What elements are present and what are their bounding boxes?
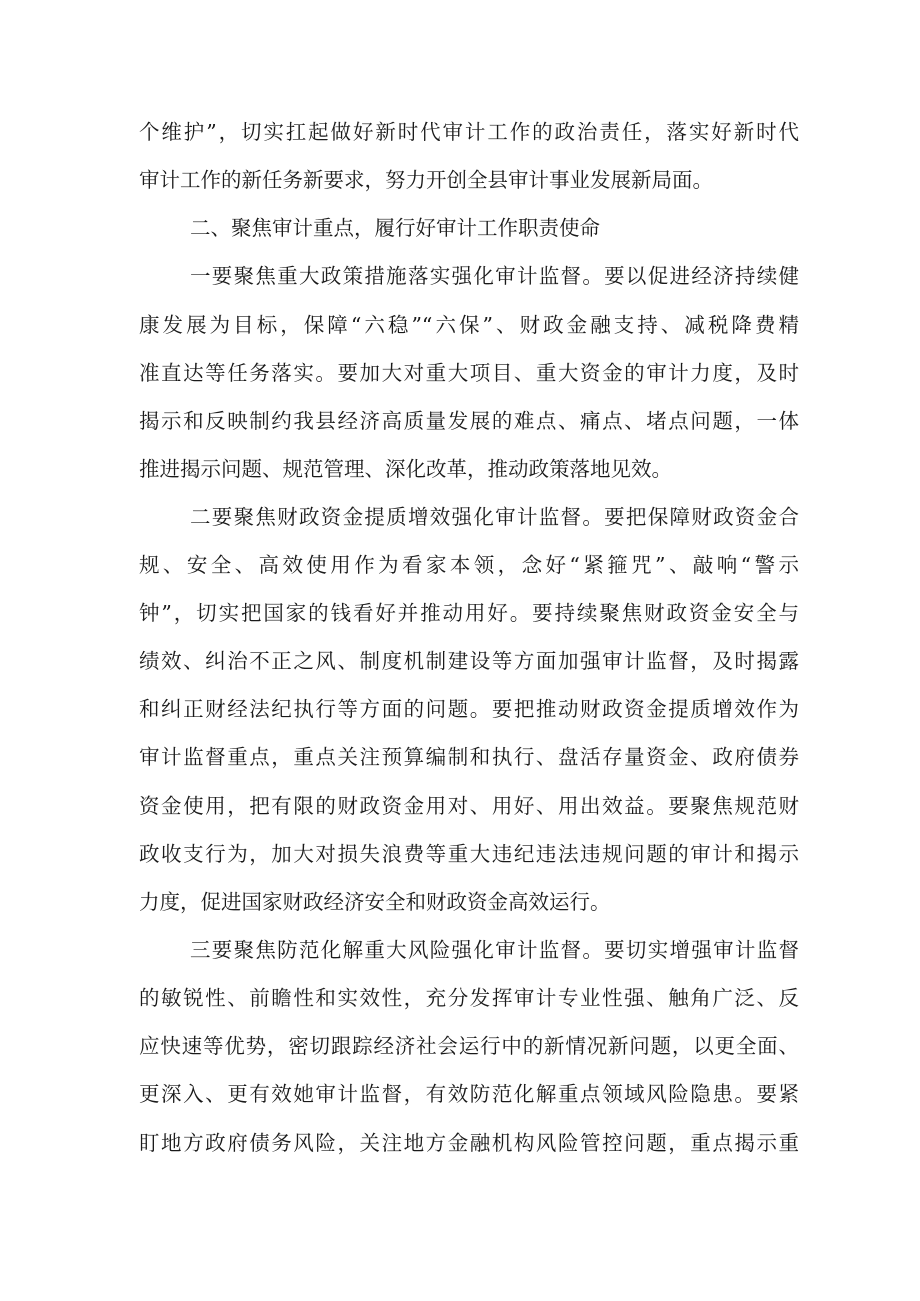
text-line-6: 准直达等任务落实。要加大对重大项目、重大资金的审计力度，及时 (139, 361, 799, 385)
text-line-22: 盯地方政府债务风险，关注地方金融机构风险管控问题，重点揭示重 (139, 1131, 799, 1155)
text-line-20: 应快速等优势，密切跟踪经济社会运行中的新情况新问题，以更全面、 (139, 1034, 799, 1058)
text-line-12: 绩效、纠治不正之风、制度机制建设等方面加强审计监督，及时揭露 (139, 649, 799, 673)
text-line-1: 个维护”，切实扛起做好新时代审计工作的政治责任，落实好新时代 (139, 120, 799, 144)
text-line-17: 力度，促进国家财政经济安全和财政资金高效运行。 (139, 890, 611, 914)
text-line-19: 的敏锐性、前瞻性和实效性，充分发挥审计专业性强、触角广泛、反 (139, 986, 799, 1010)
text-line-11: 钟”，切实把国家的钱看好并推动用好。要持续聚焦财政资金安全与 (139, 601, 799, 625)
text-line-8: 推进揭示问题、规范管理、深化改革，推动政策落地见效。 (139, 457, 672, 481)
section-heading: 二、聚焦审计重点，履行好审计工作职责使命 (190, 216, 600, 240)
text-line-2: 审计工作的新任务新要求，努力开创全县审计事业发展新局面。 (139, 168, 713, 192)
text-line-9: 二要聚焦财政资金提质增效强化审计监督。要把保障财政资金合 (190, 505, 799, 529)
text-line-15: 资金使用，把有限的财政资金用对、用好、用出效益。要聚焦规范财 (139, 794, 799, 818)
text-line-13: 和纠正财经法纪执行等方面的问题。要把推动财政资金提质增效作为 (139, 697, 799, 721)
text-line-10: 规、安全、高效使用作为看家本领，念好“紧箍咒”、敲响“警示 (139, 553, 799, 577)
text-line-5: 康发展为目标，保障“六稳”“六保”、财政金融支持、减税降费精 (139, 313, 799, 337)
text-line-21: 更深入、更有效她审计监督，有效防范化解重点领域风险隐患。要紧 (139, 1082, 799, 1106)
text-line-16: 政收支行为，加大对损失浪费等重大违纪违法违规问题的审计和揭示 (139, 842, 799, 866)
text-line-7: 揭示和反映制约我县经济高质量发展的难点、痛点、堵点问题，一体 (139, 409, 799, 433)
text-line-18: 三要聚焦防范化解重大风险强化审计监督。要切实增强审计监督 (190, 938, 799, 962)
text-line-14: 审计监督重点，重点关注预算编制和执行、盘活存量资金、政府债券 (139, 745, 799, 769)
text-line-4: 一要聚焦重大政策措施落实强化审计监督。要以促进经济持续健 (190, 264, 799, 288)
